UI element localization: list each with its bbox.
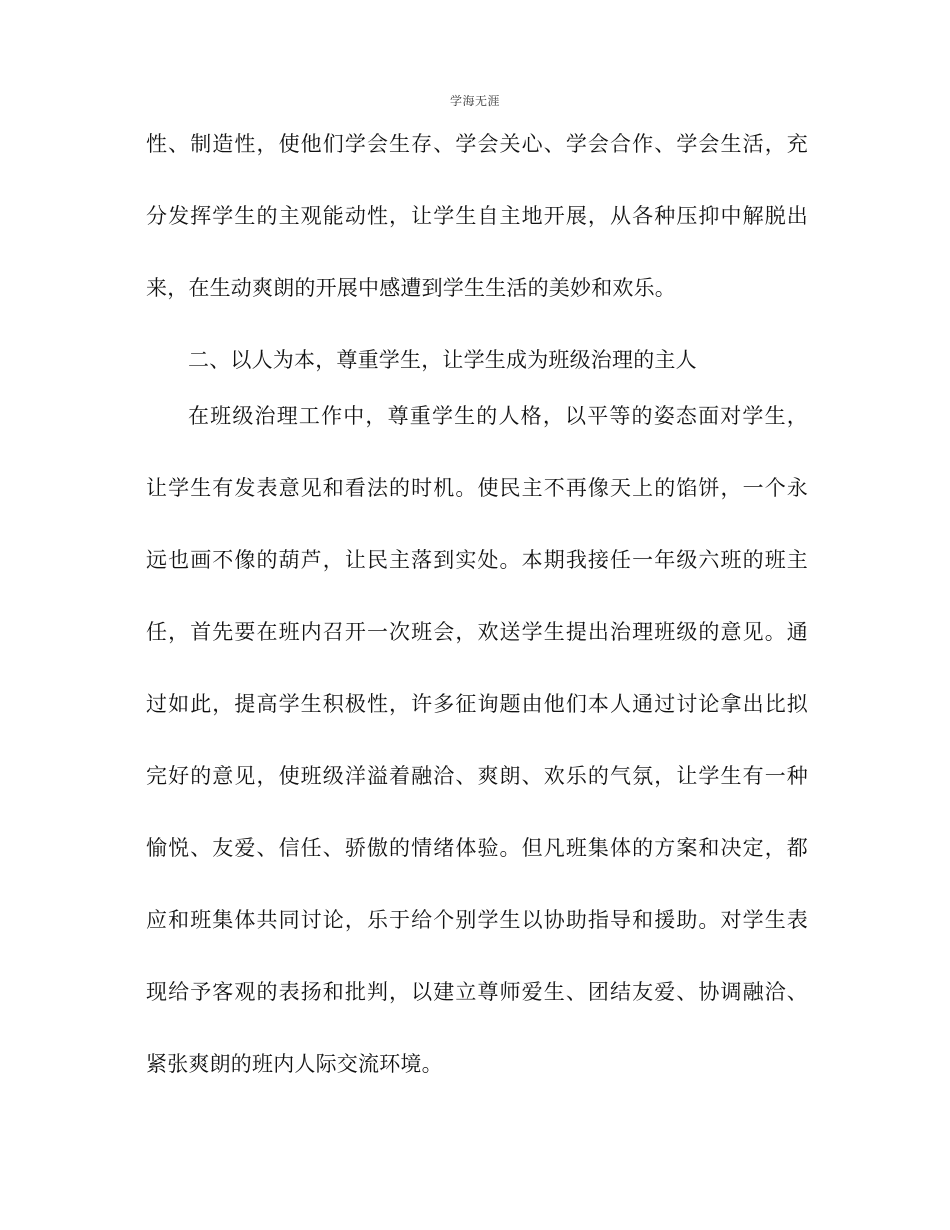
text-line: 让学生有发表意见和看法的时机。使民主不再像天上的馅饼，一个永: [146, 476, 808, 500]
text-line: 过如此，提高学生积极性，许多征询题由他们本人通过讨论拿出比拟: [146, 692, 808, 716]
text-line: 在班级治理工作中，尊重学生的人格，以平等的姿态面对学生，: [188, 404, 808, 428]
page-header: 学海无涯: [449, 94, 500, 108]
text-line: 性、制造性，使他们学会生存、学会关心、学会合作、学会生活，充: [146, 132, 808, 156]
text-line: 愉悦、友爱、信任、骄傲的情绪体验。但凡班集体的方案和决定，都: [146, 836, 808, 860]
text-line: 来，在生动爽朗的开展中感遭到学生生活的美妙和欢乐。: [146, 276, 676, 300]
document-body: [146, 120, 808, 1112]
text-line: 紧张爽朗的班内人际交流环境。: [146, 1052, 443, 1076]
text-line: 应和班集体共同讨论，乐于给个别学生以协助指导和援助。对学生表: [146, 908, 808, 932]
text-line: 现给予客观的表扬和批判，以建立尊师爱生、团结友爱、协调融洽、: [146, 980, 808, 1004]
text-line: 远也画不像的葫芦，让民主落到实处。本期我接任一年级六班的班主: [146, 548, 808, 572]
text-line: 完好的意见，使班级洋溢着融洽、爽朗、欢乐的气氛，让学生有一种: [146, 764, 808, 788]
text-line: 分发挥学生的主观能动性，让学生自主地开展，从各种压抑中解脱出: [146, 204, 808, 228]
section-heading: 二、以人为本，尊重学生，让学生成为班级治理的主人: [188, 348, 697, 372]
text-line: 任，首先要在班内召开一次班会，欢送学生提出治理班级的意见。通: [146, 620, 808, 644]
